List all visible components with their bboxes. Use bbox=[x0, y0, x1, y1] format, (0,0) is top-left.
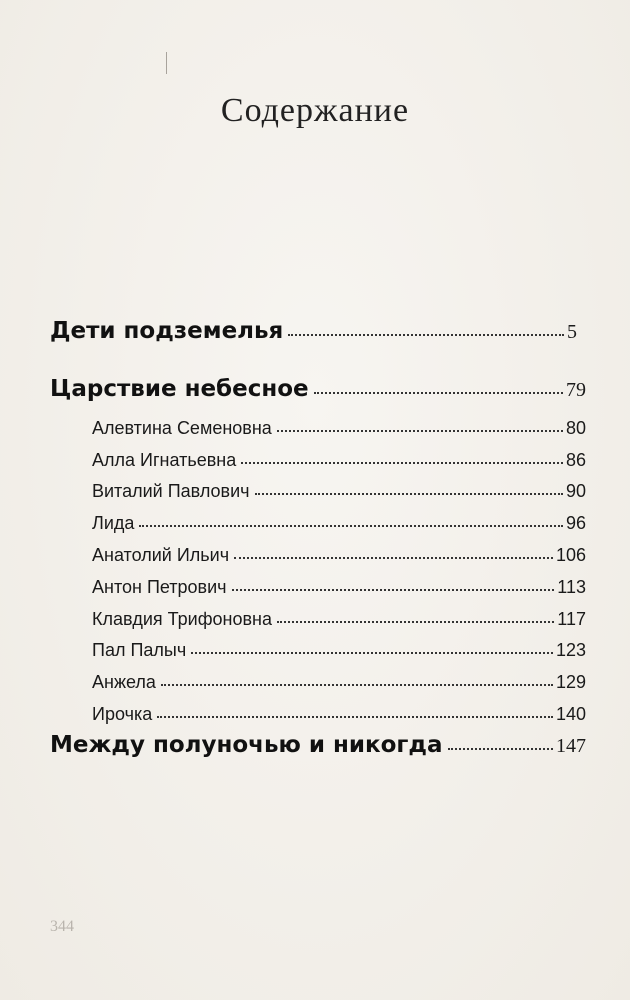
margin-mark bbox=[166, 52, 167, 74]
dot-leader bbox=[234, 557, 553, 559]
toc-part-row[interactable] bbox=[50, 318, 577, 344]
dot-leader bbox=[255, 493, 563, 495]
toc-page-number: 129 bbox=[555, 672, 586, 692]
toc-chapter-row[interactable] bbox=[92, 481, 586, 502]
dot-leader bbox=[314, 392, 563, 394]
toc-page-number: 117 bbox=[557, 609, 586, 629]
toc-chapter-row[interactable] bbox=[92, 609, 586, 630]
dot-leader bbox=[161, 684, 553, 686]
toc-chapter-row[interactable] bbox=[92, 577, 586, 598]
toc-chapter-label: Анатолий Ильич bbox=[92, 545, 230, 565]
toc-page-number: 106 bbox=[555, 545, 586, 565]
toc-part-label: Дети подземелья bbox=[50, 318, 284, 344]
toc-chapter-label: Клавдия Трифоновна bbox=[92, 609, 272, 629]
toc-page-number: 5 bbox=[567, 321, 577, 343]
toc-chapter-row[interactable] bbox=[92, 640, 586, 661]
dot-leader bbox=[448, 748, 553, 750]
dot-leader bbox=[157, 716, 553, 718]
toc-page-number: 147 bbox=[556, 735, 586, 757]
toc-chapter-label: Виталий Павлович bbox=[92, 481, 250, 501]
toc-chapter-label: Пал Палыч bbox=[92, 640, 187, 660]
toc-title: Содержание bbox=[220, 92, 410, 129]
dot-leader bbox=[232, 589, 555, 591]
toc-page-number: 90 bbox=[565, 481, 586, 501]
toc-chapter-row[interactable] bbox=[92, 450, 586, 471]
toc-part-label: Между полуночью и никогда bbox=[50, 732, 443, 758]
toc-chapter-label: Лида bbox=[92, 513, 135, 533]
toc-page-number: 123 bbox=[555, 640, 586, 660]
toc-chapter-label: Антон Петрович bbox=[92, 577, 227, 597]
toc-page-number: 79 bbox=[566, 379, 586, 401]
toc-part-label: Царствие небесное bbox=[50, 376, 309, 402]
toc-chapter-row[interactable] bbox=[92, 418, 586, 439]
page-number-marker: 344 bbox=[50, 918, 74, 935]
toc-chapter-row[interactable] bbox=[92, 704, 586, 725]
toc-chapter-row[interactable] bbox=[92, 545, 586, 566]
toc-chapter-label: Алла Игнатьевна bbox=[92, 450, 237, 470]
toc-page-number: 80 bbox=[565, 418, 586, 438]
toc-chapter-label: Ирочка bbox=[92, 704, 153, 724]
dot-leader bbox=[277, 430, 563, 432]
dot-leader bbox=[277, 621, 554, 623]
toc-chapter-label: Алевтина Семеновна bbox=[92, 418, 272, 438]
dot-leader bbox=[139, 525, 563, 527]
toc-chapter-row[interactable] bbox=[92, 672, 586, 693]
toc-page-number: 140 bbox=[555, 704, 586, 724]
toc-chapter-row[interactable] bbox=[92, 513, 586, 534]
toc-chapter-label: Анжела bbox=[92, 672, 156, 692]
toc-page-number: 113 bbox=[557, 577, 586, 597]
dot-leader bbox=[191, 652, 553, 654]
toc-part-row[interactable] bbox=[50, 376, 586, 402]
toc-page-number: 86 bbox=[565, 450, 586, 470]
toc-page-number: 96 bbox=[565, 513, 586, 533]
toc-part-row[interactable] bbox=[50, 732, 586, 758]
dot-leader bbox=[288, 334, 564, 336]
dot-leader bbox=[241, 462, 563, 464]
